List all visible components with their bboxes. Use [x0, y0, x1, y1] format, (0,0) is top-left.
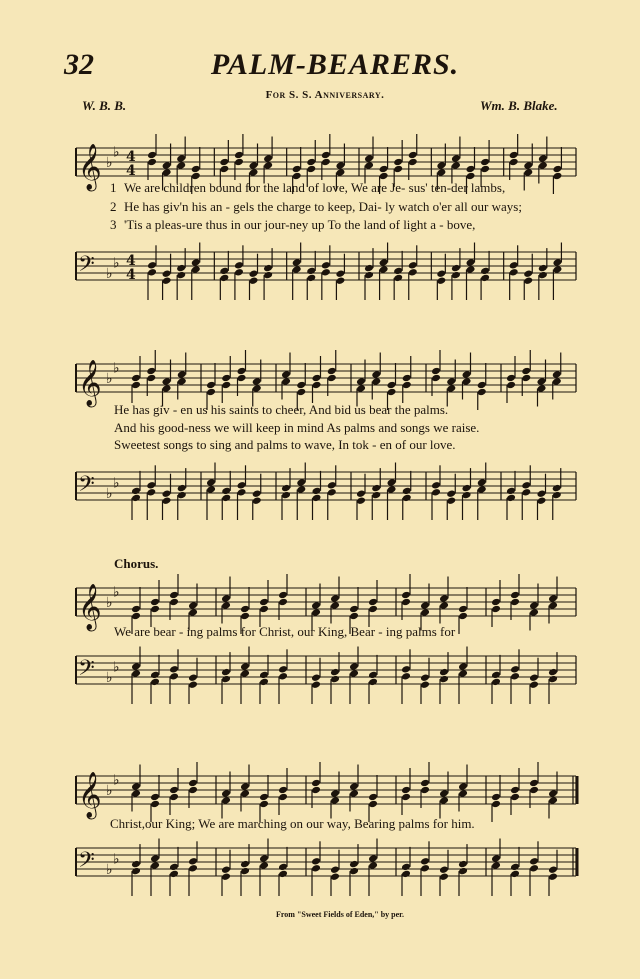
- hymn-title: PALM-BEARERS.: [210, 48, 460, 81]
- verse-number: 2: [110, 199, 117, 214]
- svg-text:𝄞: 𝄞: [78, 144, 102, 190]
- music-system-4: [66, 760, 586, 910]
- svg-text:𝄢: 𝄢: [78, 656, 95, 686]
- svg-text:𝄞: 𝄞: [78, 360, 102, 406]
- svg-text:♭: ♭: [113, 772, 120, 789]
- lyric-text: Sweetest songs to sing and palms to wave, In tok - en of our love.: [114, 437, 456, 452]
- verse-number: 1: [110, 180, 117, 195]
- chorus-label: Chorus.: [114, 556, 159, 571]
- svg-text:4: 4: [126, 163, 136, 179]
- lyric-text: He has giv - en us his saints to cheer, And bid us bear the palms.: [114, 402, 449, 417]
- music-credit: Wm. B. Blake.: [480, 98, 558, 113]
- lyric-text: 'Tis a pleas-ure thus in our jour-ney up To the land of light a - bove,: [124, 217, 476, 232]
- lyric-text: We are children bound for the land of love, We are Je- sus' ten-der lambs,: [124, 180, 506, 195]
- svg-text:4: 4: [126, 253, 136, 269]
- treble-staff-4: [66, 762, 586, 822]
- svg-text:♭: ♭: [106, 486, 113, 502]
- bass-staff-1: [66, 238, 586, 308]
- verse-number: 3: [110, 217, 117, 232]
- svg-text:♭: ♭: [113, 360, 120, 377]
- lyric-text: We are bear - ing palms for Christ, our King, Bear - ing palms for: [114, 624, 456, 639]
- lyric-line: [114, 437, 594, 453]
- svg-text:♭: ♭: [113, 475, 120, 492]
- bass-staff-3: [66, 642, 586, 712]
- svg-text:𝄢: 𝄢: [78, 848, 95, 878]
- svg-text:𝄞: 𝄞: [78, 772, 102, 818]
- svg-text:♭: ♭: [106, 670, 113, 686]
- svg-text:♭: ♭: [113, 144, 120, 161]
- lyric-line: [114, 420, 594, 436]
- svg-text:♭: ♭: [106, 595, 113, 611]
- svg-text:♭: ♭: [106, 371, 113, 387]
- bass-staff-2: [66, 458, 586, 528]
- lyric-line: [114, 624, 594, 640]
- svg-text:♭: ♭: [106, 155, 113, 171]
- svg-text:♭: ♭: [106, 862, 113, 878]
- svg-text:♭: ♭: [113, 255, 120, 272]
- music-system-2: [66, 338, 586, 518]
- svg-text:4: 4: [126, 149, 136, 165]
- svg-text:𝄢: 𝄢: [78, 252, 95, 282]
- music-system-3: [66, 556, 586, 722]
- lyric-text: And his good-ness we will keep in mind As palms and songs we raise.: [114, 420, 480, 435]
- words-credit: W. B. B.: [82, 98, 127, 113]
- svg-text:♭: ♭: [106, 266, 113, 282]
- lyric-line: [110, 816, 590, 832]
- lyric-line: [114, 402, 594, 418]
- page-number: 32: [64, 48, 94, 81]
- hymn-subtitle: For S. S. Anniversary.: [265, 89, 385, 101]
- svg-text:𝄞: 𝄞: [78, 584, 102, 630]
- footer-note: From "Sweet Fields of Eden," by per.: [276, 910, 404, 919]
- svg-text:𝄢: 𝄢: [78, 472, 95, 502]
- bass-staff-4: [66, 834, 586, 904]
- svg-text:♭: ♭: [113, 584, 120, 601]
- music-system-1: [66, 118, 586, 308]
- svg-text:♭: ♭: [113, 851, 120, 868]
- lyric-line: [110, 199, 590, 215]
- svg-text:4: 4: [126, 267, 136, 283]
- svg-text:♭: ♭: [113, 659, 120, 676]
- lyric-line: [110, 217, 590, 233]
- lyric-text: Christ,our King; We are marching on our way, Bearing palms for him.: [110, 816, 475, 831]
- treble-staff-2: [66, 350, 586, 410]
- svg-text:♭: ♭: [106, 783, 113, 799]
- lyric-line: [110, 180, 590, 196]
- lyric-text: He has giv'n his an - gels the charge to keep, Dai- ly watch o'er all our ways;: [124, 199, 522, 214]
